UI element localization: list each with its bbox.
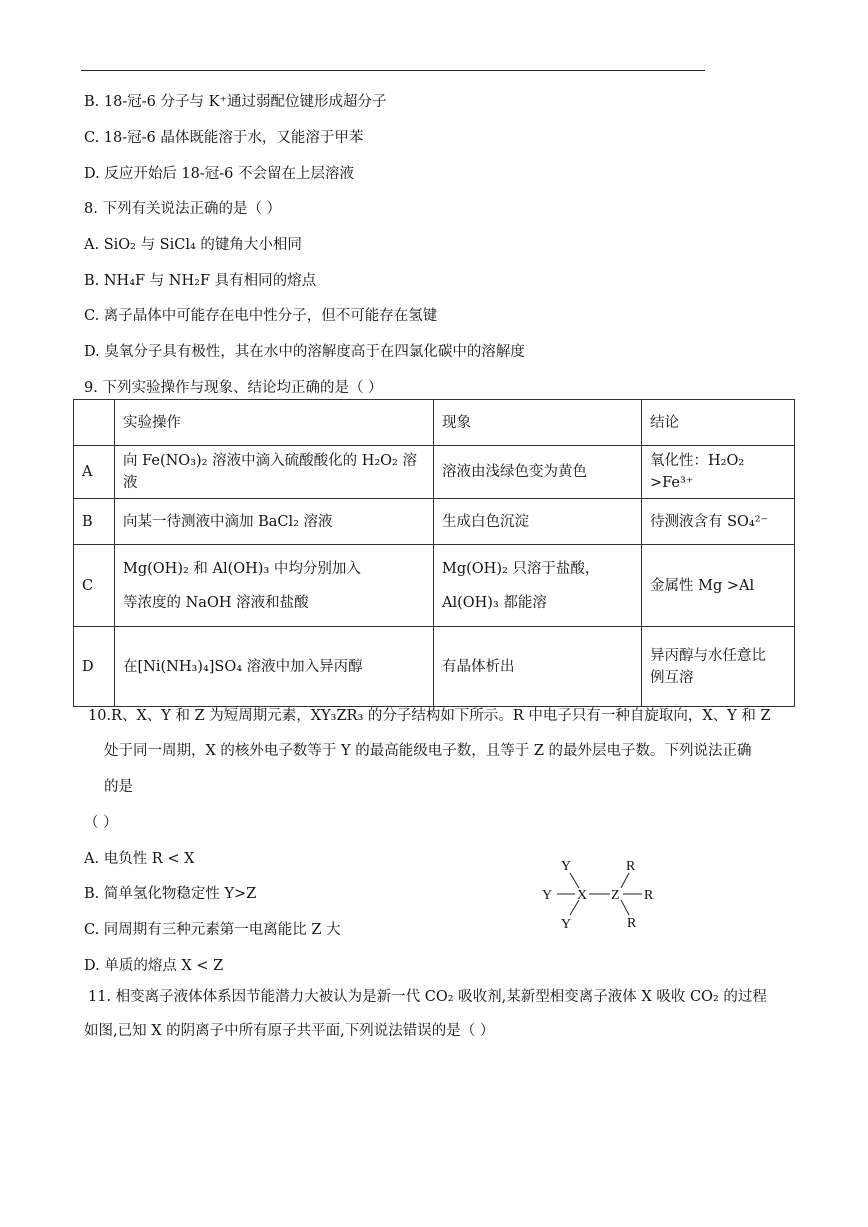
- q9-stem: 9. 下列实验操作与现象、结论均正确的是（ ）: [84, 380, 383, 396]
- q9-table: [73, 399, 795, 707]
- q8-option-c: C. 离子晶体中可能存在电中性分子，但不可能存在氢键: [84, 308, 438, 324]
- q7-option-b: B. 18-冠-6 分子与 K⁺通过弱配位键形成超分子: [84, 94, 387, 110]
- conclusion-cell: 氧化性：H₂O₂ >Fe³⁺: [642, 446, 795, 499]
- phenomenon-cell: 有晶体析出: [434, 627, 642, 707]
- atom-r-right: R: [644, 888, 654, 903]
- header-phenomenon: 现象: [434, 400, 642, 446]
- q10-stem-line1: 10.R、X、Y 和 Z 为短周期元素，XY₃ZR₃ 的分子结构如下所示。R 中电子只有一种自旋取向，X、Y 和 Z: [88, 708, 771, 724]
- q10-option-b: B. 简单氢化物稳定性 Y>Z: [84, 886, 257, 902]
- conclusion-cell: 待测液含有 SO₄²⁻: [642, 499, 795, 545]
- header-conclusion: 结论: [642, 400, 795, 446]
- q10-paren: （ ）: [84, 815, 118, 831]
- phenomenon-cell: 溶液由浅绿色变为黄色: [434, 446, 642, 499]
- row-label: C: [74, 545, 115, 627]
- q11-stem-line1: 11. 相变离子液体体系因节能潜力大被认为是新一代 CO₂ 吸收剂,某新型相变离子液体 X 吸收 CO₂ 的过程: [88, 989, 767, 1005]
- q10-option-d: D. 单质的熔点 X < Z: [84, 958, 224, 974]
- row-label: A: [74, 446, 115, 499]
- q8-option-d: D. 臭氧分子具有极性，其在水中的溶解度高于在四氯化碳中的溶解度: [84, 344, 525, 360]
- q10-option-a: A. 电负性 R < X: [84, 851, 195, 867]
- bond-lines: [557, 873, 642, 915]
- q10-stem-line2: 处于同一周期，X 的核外电子数等于 Y 的最高能级电子数，且等于 Z 的最外层电子数。下列说法正确: [104, 743, 752, 759]
- q10-stem-line3: 的是: [104, 779, 133, 795]
- top-rule: [81, 70, 705, 71]
- row-label: D: [74, 627, 115, 707]
- header-blank: [74, 400, 115, 446]
- q8-option-b: B. NH₄F 与 NH₂F 具有相同的熔点: [84, 273, 317, 289]
- atom-y-bottom: Y: [561, 917, 572, 932]
- atom-r-bottom: R: [627, 916, 637, 931]
- atom-y-top: Y: [561, 859, 572, 874]
- q10-option-c: C. 同周期有三种元素第一电离能比 Z 大: [84, 922, 341, 938]
- q11-stem-line2: 如图,已知 X 的阴离子中所有原子共平面,下列说法错误的是（ ）: [84, 1023, 495, 1039]
- q7-option-c: C. 18-冠-6 晶体既能溶于水，又能溶于甲苯: [84, 130, 364, 146]
- table-row: [74, 499, 795, 545]
- phenomenon-cell: Mg(OH)₂ 只溶于盐酸， Al(OH)₃ 都能溶: [434, 545, 642, 627]
- table-row: [74, 545, 795, 627]
- atom-x: X: [577, 888, 588, 903]
- operation-cell: 向 Fe(NO₃)₂ 溶液中滴入硫酸酸化的 H₂O₂ 溶 液: [115, 446, 434, 499]
- operation-cell: 向某一待测液中滴加 BaCl₂ 溶液: [115, 499, 434, 545]
- table-row: [74, 627, 795, 707]
- atom-r-top: R: [626, 859, 636, 874]
- table-header-row: [74, 400, 795, 446]
- q7-option-d: D. 反应开始后 18-冠-6 不会留在上层溶液: [84, 166, 355, 182]
- operation-cell: Mg(OH)₂ 和 Al(OH)₃ 中均分别加入 等浓度的 NaOH 溶液和盐酸: [115, 545, 434, 627]
- operation-cell: 在[Ni(NH₃)₄]SO₄ 溶液中加入异丙醇: [115, 627, 434, 707]
- atom-z: Z: [611, 888, 620, 903]
- q8-stem: 8. 下列有关说法正确的是（ ）: [84, 201, 282, 217]
- row-label: B: [74, 499, 115, 545]
- phenomenon-cell: 生成白色沉淀: [434, 499, 642, 545]
- conclusion-cell: 异丙醇与水任意比 例互溶: [642, 627, 795, 707]
- atom-y-left: Y: [542, 888, 553, 903]
- q8-option-a: A. SiO₂ 与 SiCl₄ 的键角大小相同: [84, 237, 302, 253]
- table-row: [74, 446, 795, 499]
- molecule-structure-diagram: [530, 850, 670, 934]
- header-operation: 实验操作: [115, 400, 434, 446]
- conclusion-cell: 金属性 Mg >Al: [642, 545, 795, 627]
